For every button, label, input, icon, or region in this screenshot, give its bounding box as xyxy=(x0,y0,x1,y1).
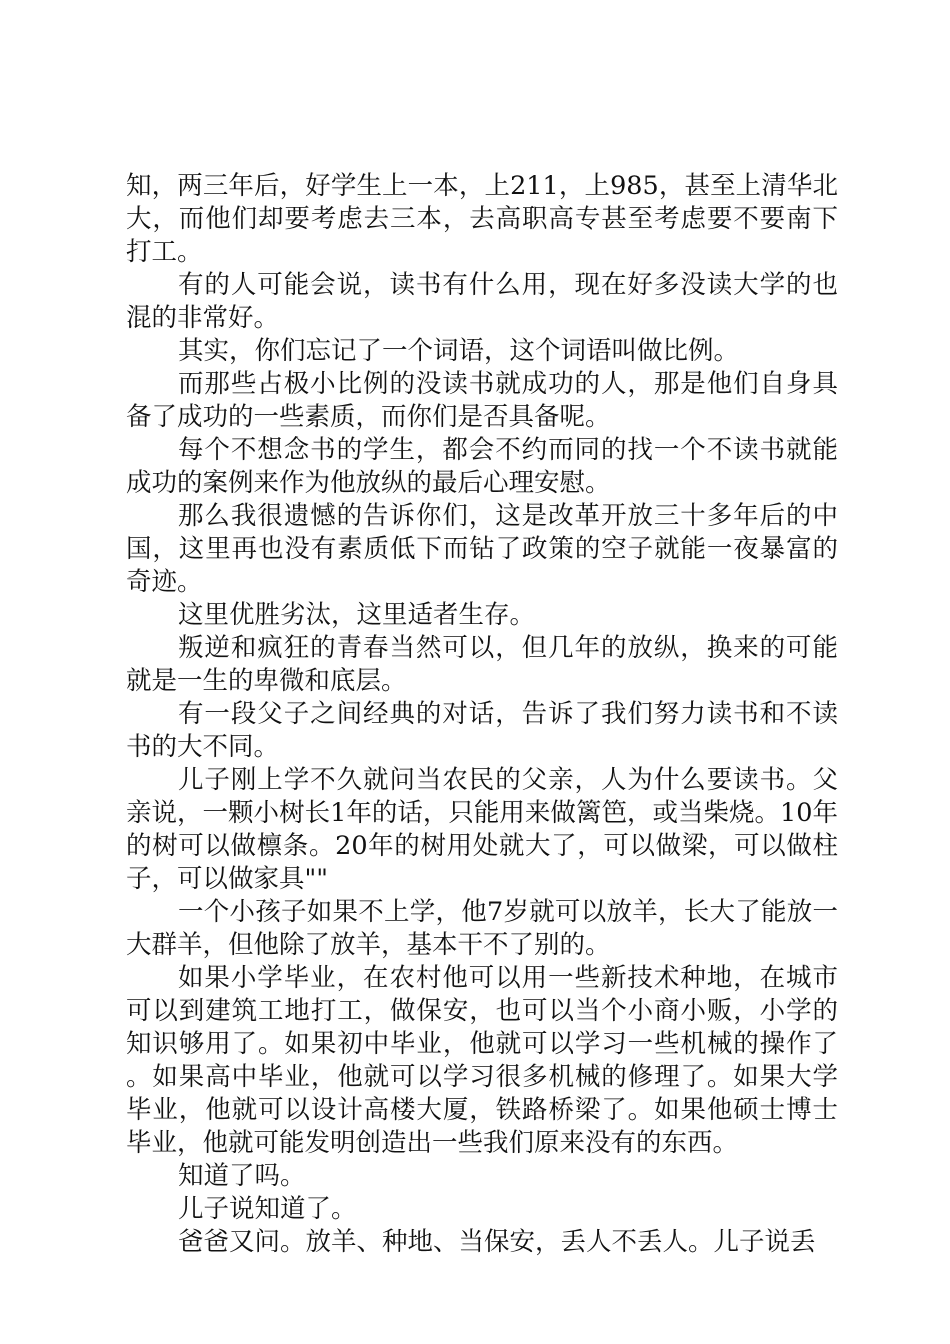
paragraph: 知道了吗。 xyxy=(178,1161,306,1191)
paragraph: 而那些占极小比例的没读书就成功的人，那是他们自身具备了成功的一些素质，而你们是否具备呢。 xyxy=(126,369,838,432)
paragraph: 有一段父子之间经典的对话，告诉了我们努力读书和不读书的大不同。 xyxy=(126,699,838,762)
paragraph: 如果小学毕业，在农村他可以用一些新技术种地，在城市可以到建筑工地打工，做保安，也可以当个小商小贩，小学的知识够用了。如果初中毕业，他就可以学习一些机械的操作了。如果高中毕业，他就可以学习很多机械的修理了。如果大学毕业，他就可以设计高楼大厦，铁路桥梁了。如果他硕士博士毕业，他就可能发明创造出一些我们原来没有的东西。 xyxy=(126,963,838,1158)
paragraph: 爸爸又问。放羊、种地、当保安，丢人不丢人。儿子说丢 xyxy=(178,1227,816,1257)
paragraph: 这里优胜劣汰，这里适者生存。 xyxy=(178,600,536,630)
paragraph: 知，两三年后，好学生上一本，上211，上985，甚至上清华北大，而他们却要考虑去三本，去高职高专甚至考虑要不要南下打工。 xyxy=(126,171,838,267)
paragraph: 有的人可能会说，读书有什么用，现在好多没读大学的也混的非常好。 xyxy=(126,270,838,333)
paragraph: 叛逆和疯狂的青春当然可以，但几年的放纵，换来的可能就是一生的卑微和底层。 xyxy=(126,633,838,696)
document-body xyxy=(126,170,838,1259)
paragraph: 其实，你们忘记了一个词语，这个词语叫做比例。 xyxy=(178,336,740,366)
paragraph: 那么我很遗憾的告诉你们，这是改革开放三十多年后的中国，这里再也没有素质低下而钻了政策的空子就能一夜暴富的奇迹。 xyxy=(126,501,838,597)
paragraph: 一个小孩子如果不上学，他7岁就可以放羊，长大了能放一大群羊，但他除了放羊，基本干不了别的。 xyxy=(126,897,838,960)
paragraph: 每个不想念书的学生，都会不约而同的找一个不读书就能成功的案例来作为他放纵的最后心理安慰。 xyxy=(126,435,838,498)
paragraph: 儿子刚上学不久就问当农民的父亲，人为什么要读书。父亲说，一颗小树长1年的话，只能用来做篱笆，或当柴烧。10年的树可以做檩条。20年的树用处就大了，可以做梁，可以做柱子，可以做家具"" xyxy=(126,765,838,894)
paragraph: 儿子说知道了。 xyxy=(178,1194,357,1224)
